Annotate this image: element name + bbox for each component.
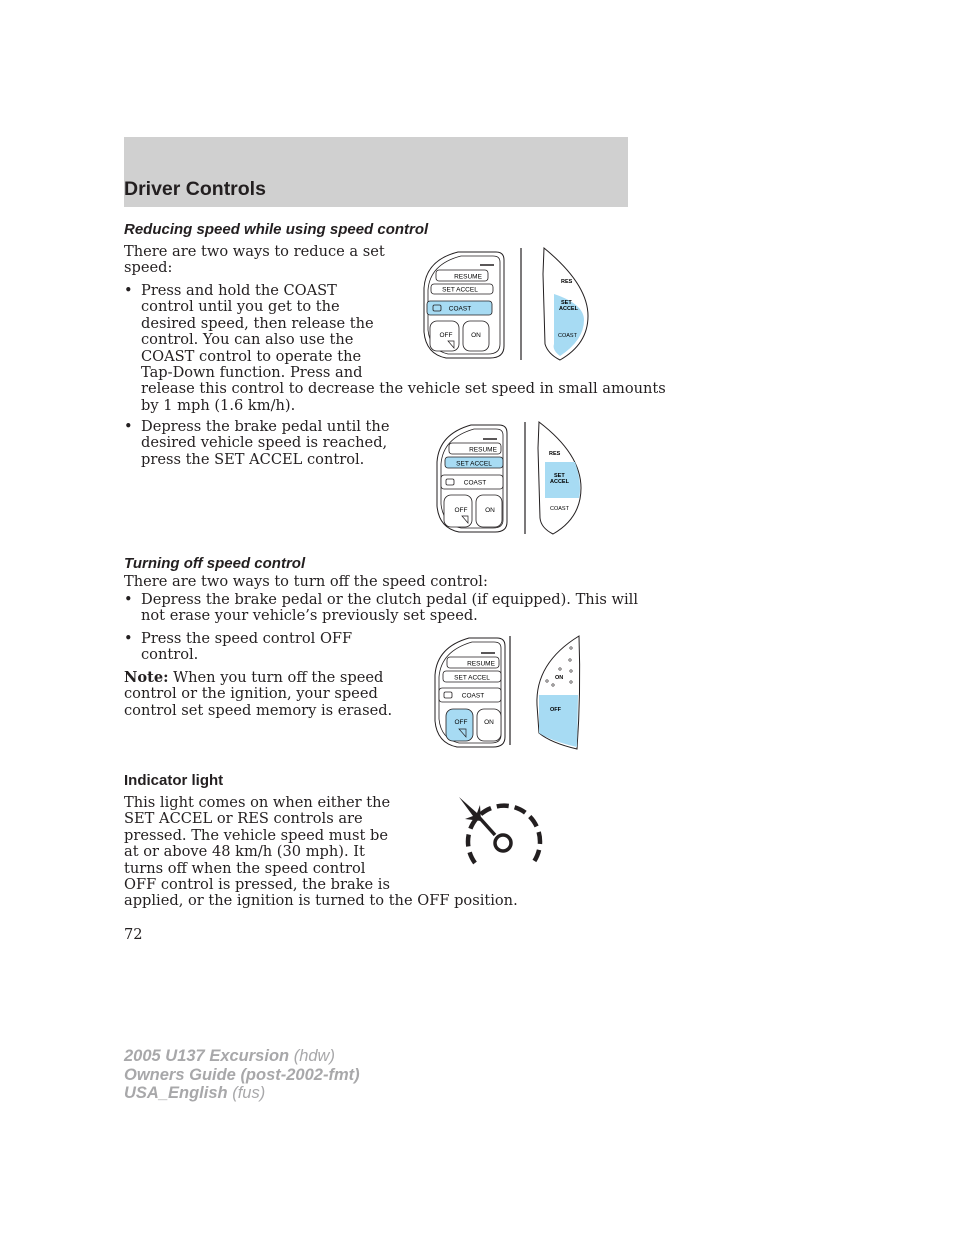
bullet-line: Tap-Down function. Press and <box>141 364 363 382</box>
indicator-line: applied, or the ignition is turned to the OFF position. <box>124 892 518 910</box>
bullet-line: release this control to decrease the vehicle set speed in small amounts <box>141 380 666 398</box>
note-paragraph <box>124 670 392 719</box>
footer-language: USA_English <box>124 1084 228 1102</box>
note-line: control or the ignition, your speed <box>124 685 378 703</box>
speedometer-indicator-icon <box>455 795 545 873</box>
note-line: control set speed memory is erased. <box>124 701 393 719</box>
bullet-line: COAST control to operate the <box>141 347 362 365</box>
side-on-label: ON <box>555 675 564 681</box>
side-control-strip <box>543 248 588 360</box>
on-label: ON <box>484 719 494 726</box>
bullet-line: press the SET ACCEL control. <box>141 450 365 468</box>
page-number: 72 <box>124 926 143 943</box>
bullet-line: control until you get to the <box>141 298 340 316</box>
off-label: OFF <box>454 719 468 726</box>
bullet-line: by 1 mph (1.6 km/h). <box>141 396 296 414</box>
resume-label: RESUME <box>454 273 482 281</box>
bullet-line: Press the speed control OFF <box>141 630 353 647</box>
document-footer <box>124 1047 360 1103</box>
coast-label: COAST <box>461 692 485 700</box>
heading-indicator-light: Indicator light <box>124 772 224 789</box>
coast-label: COAST <box>463 479 487 487</box>
heading-reducing-speed: Reducing speed while using speed control <box>124 221 429 238</box>
indicator-line: pressed. The vehicle speed must be <box>124 826 388 844</box>
figure-off-control <box>431 633 586 755</box>
res-label: RES <box>549 451 561 457</box>
on-label: ON <box>485 507 495 514</box>
accel-label: ACCEL <box>550 479 569 485</box>
set-label: SET <box>561 300 572 306</box>
footer-model: 2005 U137 Excursion <box>124 1047 290 1065</box>
side-control-strip <box>538 422 581 534</box>
indicator-line: OFF control is pressed, the brake is <box>124 876 390 894</box>
reducing-intro-line: speed: <box>124 259 173 277</box>
bullet-line: not erase your vehicle’s previously set speed. <box>141 607 478 625</box>
bullet-dot: • <box>124 418 133 435</box>
off-label: OFF <box>454 507 468 514</box>
indicator-line: SET ACCEL or RES controls are <box>124 810 363 828</box>
resume-label: RESUME <box>469 446 497 454</box>
coast-label: COAST <box>448 305 472 313</box>
bullet-line: desired speed, then release the <box>141 314 374 332</box>
side-control-strip <box>537 636 580 749</box>
footer-lang-code: (fus) <box>227 1084 266 1102</box>
set-accel-label: SET ACCEL <box>442 286 478 294</box>
control-pad <box>435 638 505 747</box>
footer-line <box>124 1047 360 1066</box>
set-accel-label: SET ACCEL <box>456 460 492 468</box>
on-label: ON <box>471 332 481 339</box>
bullet-dot: • <box>124 591 133 608</box>
reducing-intro-line: There are two ways to reduce a set <box>124 243 385 260</box>
res-label: RES <box>561 279 573 285</box>
bullet-line: Depress the brake pedal or the clutch pedal (if equipped). This will <box>141 591 638 608</box>
control-pad <box>437 425 507 532</box>
footer-guide: Owners Guide (post-2002-fmt) <box>124 1065 360 1084</box>
reducing-intro <box>124 244 385 277</box>
bullet-line: control. <box>141 646 199 664</box>
heading-turning-off: Turning off speed control <box>124 555 306 572</box>
off-label: OFF <box>439 332 453 339</box>
side-coast-label: COAST <box>558 333 577 339</box>
reducing-bullet-2 <box>141 419 389 468</box>
set-label: SET <box>554 473 565 479</box>
footer-line <box>124 1084 360 1103</box>
footer-code: (hdw) <box>289 1047 335 1065</box>
accel-label: ACCEL <box>559 306 578 312</box>
note-text: When you turn off the speed <box>168 669 384 686</box>
figure-set-accel-control <box>433 418 593 538</box>
bullet-line: Depress the brake pedal until the <box>141 418 390 435</box>
indicator-line: turns off when the speed control <box>124 859 366 877</box>
figure-coast-control <box>418 244 593 366</box>
side-off-label: OFF <box>550 707 561 713</box>
indicator-line: at or above 48 km/h (30 mph). It <box>124 843 365 861</box>
note-label: Note: <box>124 669 169 686</box>
indicator-line: This light comes on when either the <box>124 794 391 811</box>
turning-off-bullet-1 <box>141 592 638 625</box>
bullet-dot: • <box>124 282 133 299</box>
set-accel-label: SET ACCEL <box>454 674 490 682</box>
turning-off-bullet-2 <box>141 631 352 664</box>
bullet-dot: • <box>124 630 133 647</box>
page-title: Driver Controls <box>124 178 266 200</box>
footer-line <box>124 1066 360 1085</box>
control-pad <box>424 252 504 358</box>
side-coast-label: COAST <box>550 506 569 512</box>
resume-label: RESUME <box>467 660 495 668</box>
turning-off-intro: There are two ways to turn off the speed control: <box>124 573 488 590</box>
bullet-line: desired vehicle speed is reached, <box>141 434 388 452</box>
bullet-line: control. You can also use the <box>141 331 354 349</box>
bullet-line: Press and hold the COAST <box>141 282 337 299</box>
note-line <box>124 670 392 686</box>
